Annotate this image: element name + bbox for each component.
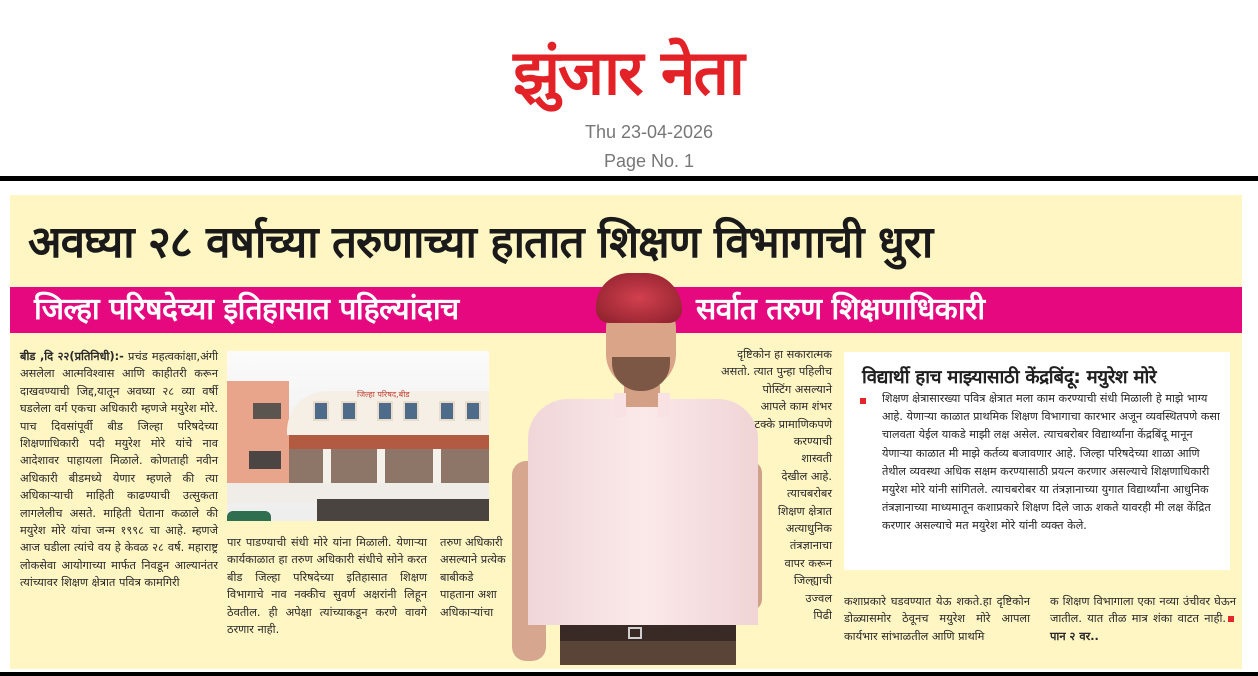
building-window [465,401,481,421]
building-window [313,401,329,421]
building-window [403,401,419,421]
continued-on-page-link[interactable]: पान २ वर.. [1050,629,1099,643]
column-4-line: शास्वती [801,452,832,466]
sidebar-body-text: शिक्षण क्षेत्रासारख्या पवित्र क्षेत्रात मला काम करण्याची संधी मिळाली हे माझे भाग्य आहे. येणाऱ्या काळात प्राथमिक शिक्षण विभागाचा कारभार अजून व्यवस्थितपणे कसा चालवता येईल याकडे माझी लक्ष असेल. त्याचबरोबर विद्यार्थ्यांना केंद्रबिंदू मानून येणाऱ्या काळात मी माझे कर्तव्य बजावणार आहे. जिल्हा परिषदेच्या शाळा आणि तेथील व्यवस्था अधिक सक्षम करण्यासाठी प्रयत्न करणार असल्याचे शिक्षणाधिकारी मयुरेश मोरे यांनी सांगितले. त्याचबरोबर या तंत्रज्ञानाच्या युगात विद्यार्थ्यांना आधुनिक तंत्रज्ञानाच्या माध्यमातून कशाप्रकारे शिक्षण दिले जाऊ शकते यावरही मी लक्ष केंद्रित करणार असल्याचे मत मयुरेश मोरे यांनी व्यक्त केले. [882,392,1220,533]
column-4-line: देखील आहे. [781,469,832,483]
bottom-divider [0,672,1258,676]
building-window [253,403,281,419]
building-band [289,435,489,449]
column-4-line: करण्याची [793,435,832,449]
column-4-line: उज्वल [805,591,832,605]
square-bullet-icon [1228,616,1234,622]
article-column-6 [1050,593,1236,645]
photo-belt [560,625,736,641]
article-column-2 [227,534,427,638]
building-window [439,401,455,421]
column-2-text: पार पाडण्याची संधी मोरे यांना मिळाली. येणाऱ्या कार्यकाळात हा तरुण अधिकारी संधीचे सोने करत बीड जिल्हा परिषदेच्या इतिहासात शिक्षण विभागाचे नाव नक्कीच सुवर्ण अक्षरांनी लिहून ठेवतील. ही अपेक्षा त्यांच्याकडून करणे वावगे ठरणार नाही. [227,536,427,637]
column-4-line: जिल्ह्याची [793,574,832,588]
square-bullet-icon [860,398,866,404]
photo-buckle [628,627,642,639]
top-divider [0,176,1258,181]
column-4-line: त्याचबरोबर [787,487,832,501]
photo-trousers [560,641,736,665]
photo-beard [612,357,670,391]
column-4-line: वापर करून [784,556,832,570]
newspaper-logo[interactable]: झुंजार नेता [513,36,743,109]
column-4-line: असतो. त्यात पुन्हा पहिलीच [720,365,832,379]
masthead [0,0,1258,176]
article-column-5 [844,593,1030,645]
page-number: Page No. 1 [603,151,695,171]
column-3-text: तरुण अधिकारी असल्याने प्रत्येक बाबीकडे पाहताना अशा अधिकाऱ्यांचा [440,536,506,619]
building-window [341,401,357,421]
column-6-text: क शिक्षण विभागाला एका नव्या उंचीवर घेऊन जातील. यात तीळ मात्र शंका वाटत नाही. [1050,595,1236,626]
building-ground-floor [289,449,489,483]
photo-collar [614,393,670,417]
column-4-line: शिक्षण क्षेत्रात [777,504,832,518]
column-1-text: प्रचंड महत्वकांक्षा,अंगी असलेला आत्मविश्वास आणि काहीतरी करून दाखवण्याची जिद्द,यातून अवघ्या २८ व्या वर्षी घडलेला वर्ग एकचा अधिकारी म्हणजे मयुरेश मोरे. पाच दिवसांपूर्वी बीड जिल्हा परिषदेच्या शिक्षणाधिकारी पदी मयुरेश मोरे यांचे नाव आदेशावर पाहायला मिळाले. कोणताही नवीन अधिकारी बीडमध्ये येणार म्हणले की त्या अधिकाऱ्याची माहिती काढण्याची उत्सुकता लागलेलीच असते. माहिती घेताना कळाले की मयुरेश मोरे यांचा जन्म १९९८ चा आहे. म्हणजे आज घडीला त्यांचे वय हे केवळ २८ वर्ष. महाराष्ट्र लोकसेवा आयोगाच्या मार्फत निवडून आल्यानंतर त्यांच्यावर शिक्षण क्षेत्रात पवित्र कामगिरी [20,350,219,590]
news-article-clipping [10,195,1242,669]
subheadline-left: जिल्हा परिषदेच्या इतिहासात पहिल्यांदाच [34,292,459,327]
photo-hair [596,273,682,323]
building-window [249,451,281,469]
subheadline-right: सर्वात तरुण शिक्षणाधिकारी [696,292,985,327]
column-4-line: अत्याधुनिक [785,522,832,536]
column-4-line: पिढी [813,609,832,623]
sidebar-title: विद्यार्थी हाच माझ्यासाठी केंद्रबिंदू: मयुरेश मोरे [862,367,1157,388]
article-column-3 [440,534,510,621]
article-column-4 [692,346,832,625]
column-4-line: आपले काम शंभर [760,400,832,414]
building-window [377,401,393,421]
article-headline: अवघ्या २८ वर्षाच्या तरुणाच्या हातात शिक्षण विभागाची धुरा [28,217,933,268]
column-4-line: तंत्रज्ञानाचा [789,539,832,553]
column-4-line: टक्के प्रामाणिकपणे [754,417,832,431]
quote-sidebar-box [844,352,1230,570]
edition-date: Thu 23-04-2026 [584,122,714,142]
zilla-parishad-building-photo [227,351,489,521]
dateline: बीड ,दि २२(प्रतिनिधी):- [20,350,124,363]
column-4-line: दृष्टिकोन हा सकारात्मक [737,348,832,361]
building-sign: जिल्हा परिषद,बीड [357,390,410,399]
article-column-1 [20,348,218,592]
column-5-text: कशाप्रकारे घडवण्यात येऊ शकते.हा दृष्टिकोन डोळ्यासमोर ठेवूनच मयुरेश मोरे आपला कार्यभार सांभाळतील आणि प्राथमि [844,595,1030,643]
car [227,511,271,521]
column-4-line: पोस्टिंग असल्याने [762,382,832,396]
building-base [317,499,489,521]
